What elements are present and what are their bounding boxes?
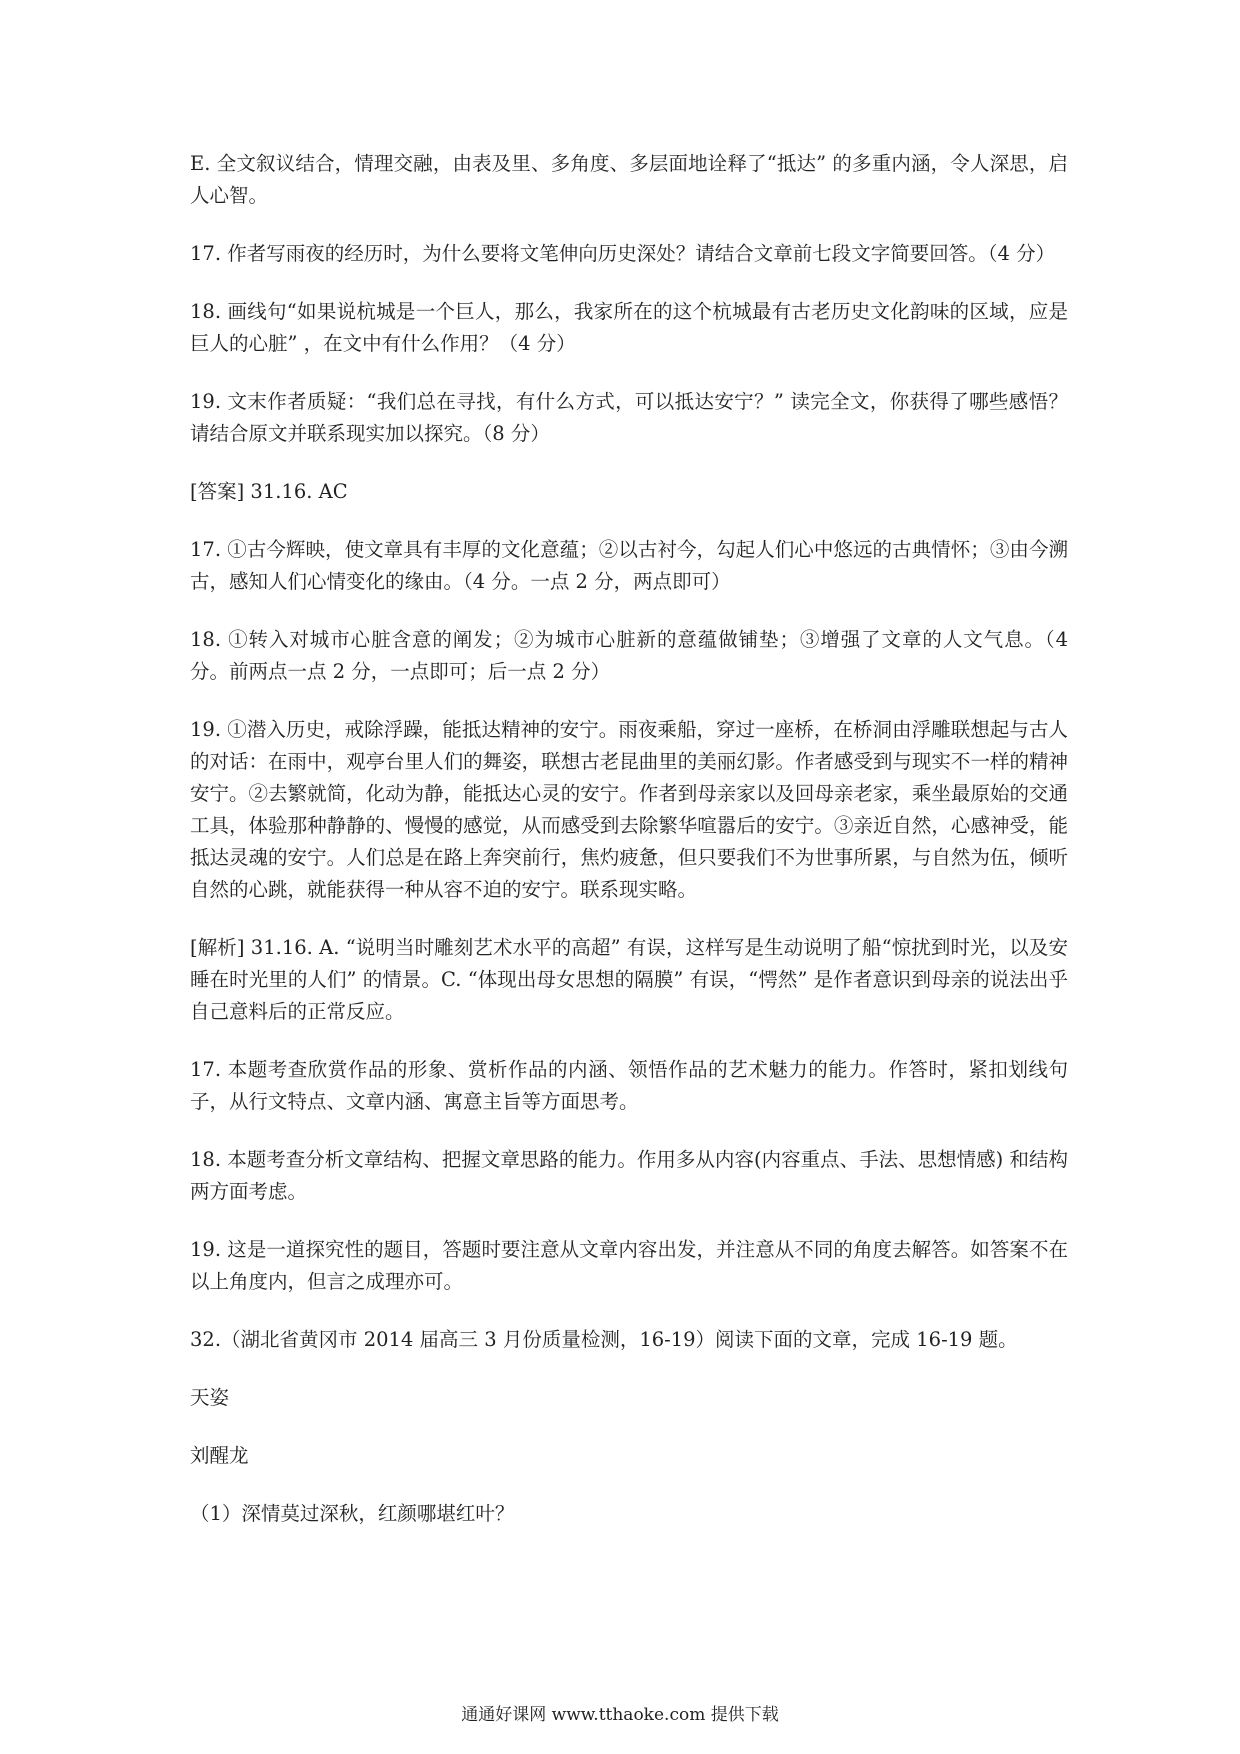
analysis-17: 17. 本题考查欣赏作品的形象、赏析作品的内涵、领悟作品的艺术魅力的能力。作答时，紧扣划线句子，从行文特点、文章内涵、寓意主旨等方面思考。 [190, 1058, 1068, 1113]
document-body [190, 148, 1068, 1556]
page-footer: 通通好课网 www.tthaoke.com 提供下载 [461, 1705, 779, 1725]
analysis-18: 18. 本题考查分析文章结构、把握文章思路的能力。作用多从内容(内容重点、手法、思想情感) 和结构两方面考虑。 [190, 1148, 1068, 1203]
answer-18: 18. ①转入对城市心脏含意的阐发；②为城市心脏新的意蕴做铺垫；③增强了文章的人文气息。（4 分。前两点一点 2 分，一点即可；后一点 2 分） [190, 628, 1068, 683]
question-17: 17. 作者写雨夜的经历时，为什么要将文笔伸向历史深处？请结合文章前七段文字简要回答。（4 分） [190, 242, 1056, 265]
analysis-header: [解析] 31.16. A. “说明当时雕刻艺术水平的高超” 有误，这样写是生动说明了船“惊扰到时光，以及安睡在时光里的人们” 的情景。C. “体现出母女思想的隔膜” 有误，“愕然” 是作者意识到母亲的说法出乎自己意料后的正常反应。 [190, 936, 1068, 1023]
question-18: 18. 画线句“如果说杭城是一个巨人，那么，我家所在的这个杭城最有古老历史文化韵味的区域，应是巨人的心脏” ，在文中有什么作用？（4 分） [190, 300, 1068, 355]
article-author: 刘醒龙 [190, 1444, 249, 1467]
analysis-19: 19. 这是一道探究性的题目，答题时要注意从文章内容出发，并注意从不同的角度去解答。如答案不在以上角度内，但言之成理亦可。 [190, 1238, 1068, 1293]
option-e-paragraph: E. 全文叙议结合，情理交融，由表及里、多角度、多层面地诠释了“抵达” 的多重内涵，令人深思，启人心智。 [190, 152, 1068, 207]
article-section-1: （1）深情莫过深秋，红颜哪堪红叶？ [190, 1502, 515, 1525]
question-32-intro: 32.（湖北省黄冈市 2014 届高三 3 月份质量检测，16-19）阅读下面的文章，完成 16-19 题。 [190, 1328, 1018, 1351]
answer-19: 19. ①潜入历史，戒除浮躁，能抵达精神的安宁。雨夜乘船，穿过一座桥，在桥洞由浮雕联想起与古人的对话：在雨中，观亭台里人们的舞姿，联想古老昆曲里的美丽幻影。作者感受到与现实不一样的精神安宁。②去繁就简，化动为静，能抵达心灵的安宁。作者到母亲家以及回母亲老家，乘坐最原始的交通工具，体验那种静静的、慢慢的感觉，从而感受到去除繁华喧嚣后的安宁。③亲近自然，心感神受，能抵达灵魂的安宁。人们总是在路上奔突前行，焦灼疲惫，但只要我们不为世事所累，与自然为伍，倾听自然的心跳，就能获得一种从容不迫的安宁。联系现实略。 [190, 718, 1068, 901]
article-title: 天姿 [190, 1386, 230, 1409]
answer-header: [答案] 31.16. AC [190, 480, 348, 503]
question-19: 19. 文末作者质疑：“我们总在寻找，有什么方式，可以抵达安宁？” 读完全文，你获得了哪些感悟？请结合原文并联系现实加以探究。（8 分） [190, 390, 1068, 445]
answer-17: 17. ①古今辉映，使文章具有丰厚的文化意蕴；②以古衬今，勾起人们心中悠远的古典情怀；③由今溯古，感知人们心情变化的缘由。（4 分。一点 2 分，两点即可） [190, 538, 1068, 593]
